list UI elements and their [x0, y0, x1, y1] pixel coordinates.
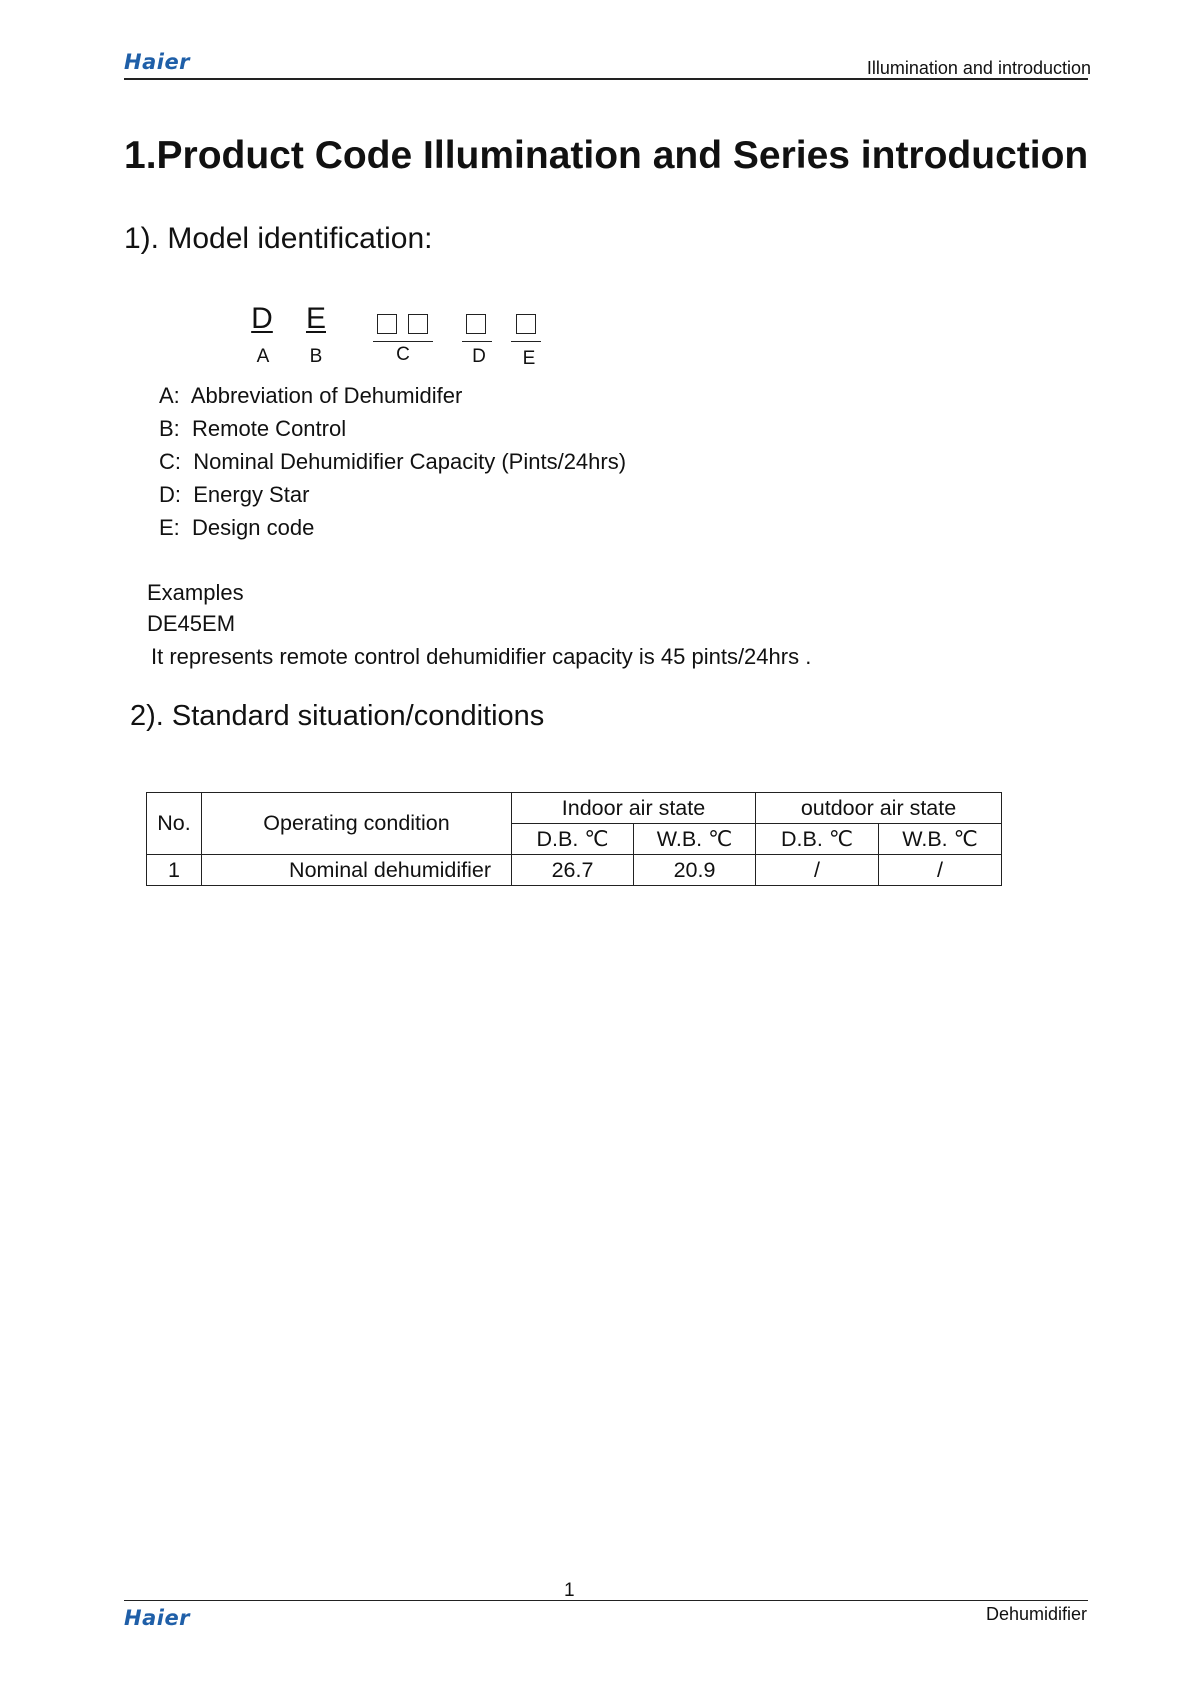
code-label-e: E [522, 348, 536, 369]
header-no: No. [147, 793, 202, 855]
code-placeholder-box [516, 314, 536, 334]
legend-item: B: Remote Control [159, 416, 347, 441]
example-description: It represents remote control dehumidifier capacity is 45 pints/24hrs . [151, 644, 812, 669]
code-placeholder-box [466, 314, 486, 334]
haier-logo: Haier [124, 50, 191, 74]
cell-condition: Nominal dehumidifier [202, 855, 512, 886]
cell-outdoor-wb: / [879, 855, 1002, 886]
section1-heading: 1). Model identification: [124, 222, 433, 255]
header-outdoor-air-state: outdoor air state [756, 793, 1002, 824]
footer-document-title: Dehumidifier [985, 1604, 1087, 1624]
code-underline [511, 341, 541, 342]
header-operating-condition: Operating condition [202, 793, 512, 855]
page-number: 1 [564, 1580, 575, 1601]
code-underline [462, 341, 492, 342]
code-letter-e: E [305, 302, 326, 335]
table-header-row [147, 793, 1002, 824]
example-model: DE45EM [147, 611, 236, 636]
footer-divider [124, 1600, 1088, 1601]
cell-no: 1 [147, 855, 202, 886]
cell-outdoor-db: / [756, 855, 879, 886]
subheader-indoor-wb: W.B. ℃ [634, 824, 756, 855]
chapter-title: 1.Product Code Illumination and Series introduction [124, 134, 1089, 177]
code-placeholder-box [377, 314, 397, 334]
code-underline [373, 341, 433, 342]
header-divider [124, 78, 1088, 80]
code-placeholder-box [408, 314, 428, 334]
code-label-c: C [396, 344, 410, 365]
legend-item: E: Design code [159, 515, 315, 540]
cell-indoor-wb: 20.9 [634, 855, 756, 886]
examples-label: Examples [147, 580, 244, 605]
standard-conditions-table [146, 792, 1002, 886]
legend-item: A: Abbreviation of Dehumidifer [159, 383, 463, 408]
header-section-title: Illumination and introduction [866, 58, 1091, 78]
table-row [147, 855, 1002, 886]
code-label-d: D [472, 346, 486, 367]
code-letter-d: D [251, 302, 273, 335]
section2-heading: 2). Standard situation/conditions [130, 700, 545, 732]
code-label-a: A [256, 346, 270, 367]
subheader-outdoor-db: D.B. ℃ [756, 824, 879, 855]
header-indoor-air-state: Indoor air state [512, 793, 756, 824]
legend-item: D: Energy Star [159, 482, 310, 507]
code-label-b: B [309, 346, 323, 367]
subheader-outdoor-wb: W.B. ℃ [879, 824, 1002, 855]
cell-indoor-db: 26.7 [512, 855, 634, 886]
legend-item: C: Nominal Dehumidifier Capacity (Pints/24hrs) [159, 449, 627, 474]
subheader-indoor-db: D.B. ℃ [512, 824, 634, 855]
haier-logo: Haier [124, 1606, 191, 1630]
